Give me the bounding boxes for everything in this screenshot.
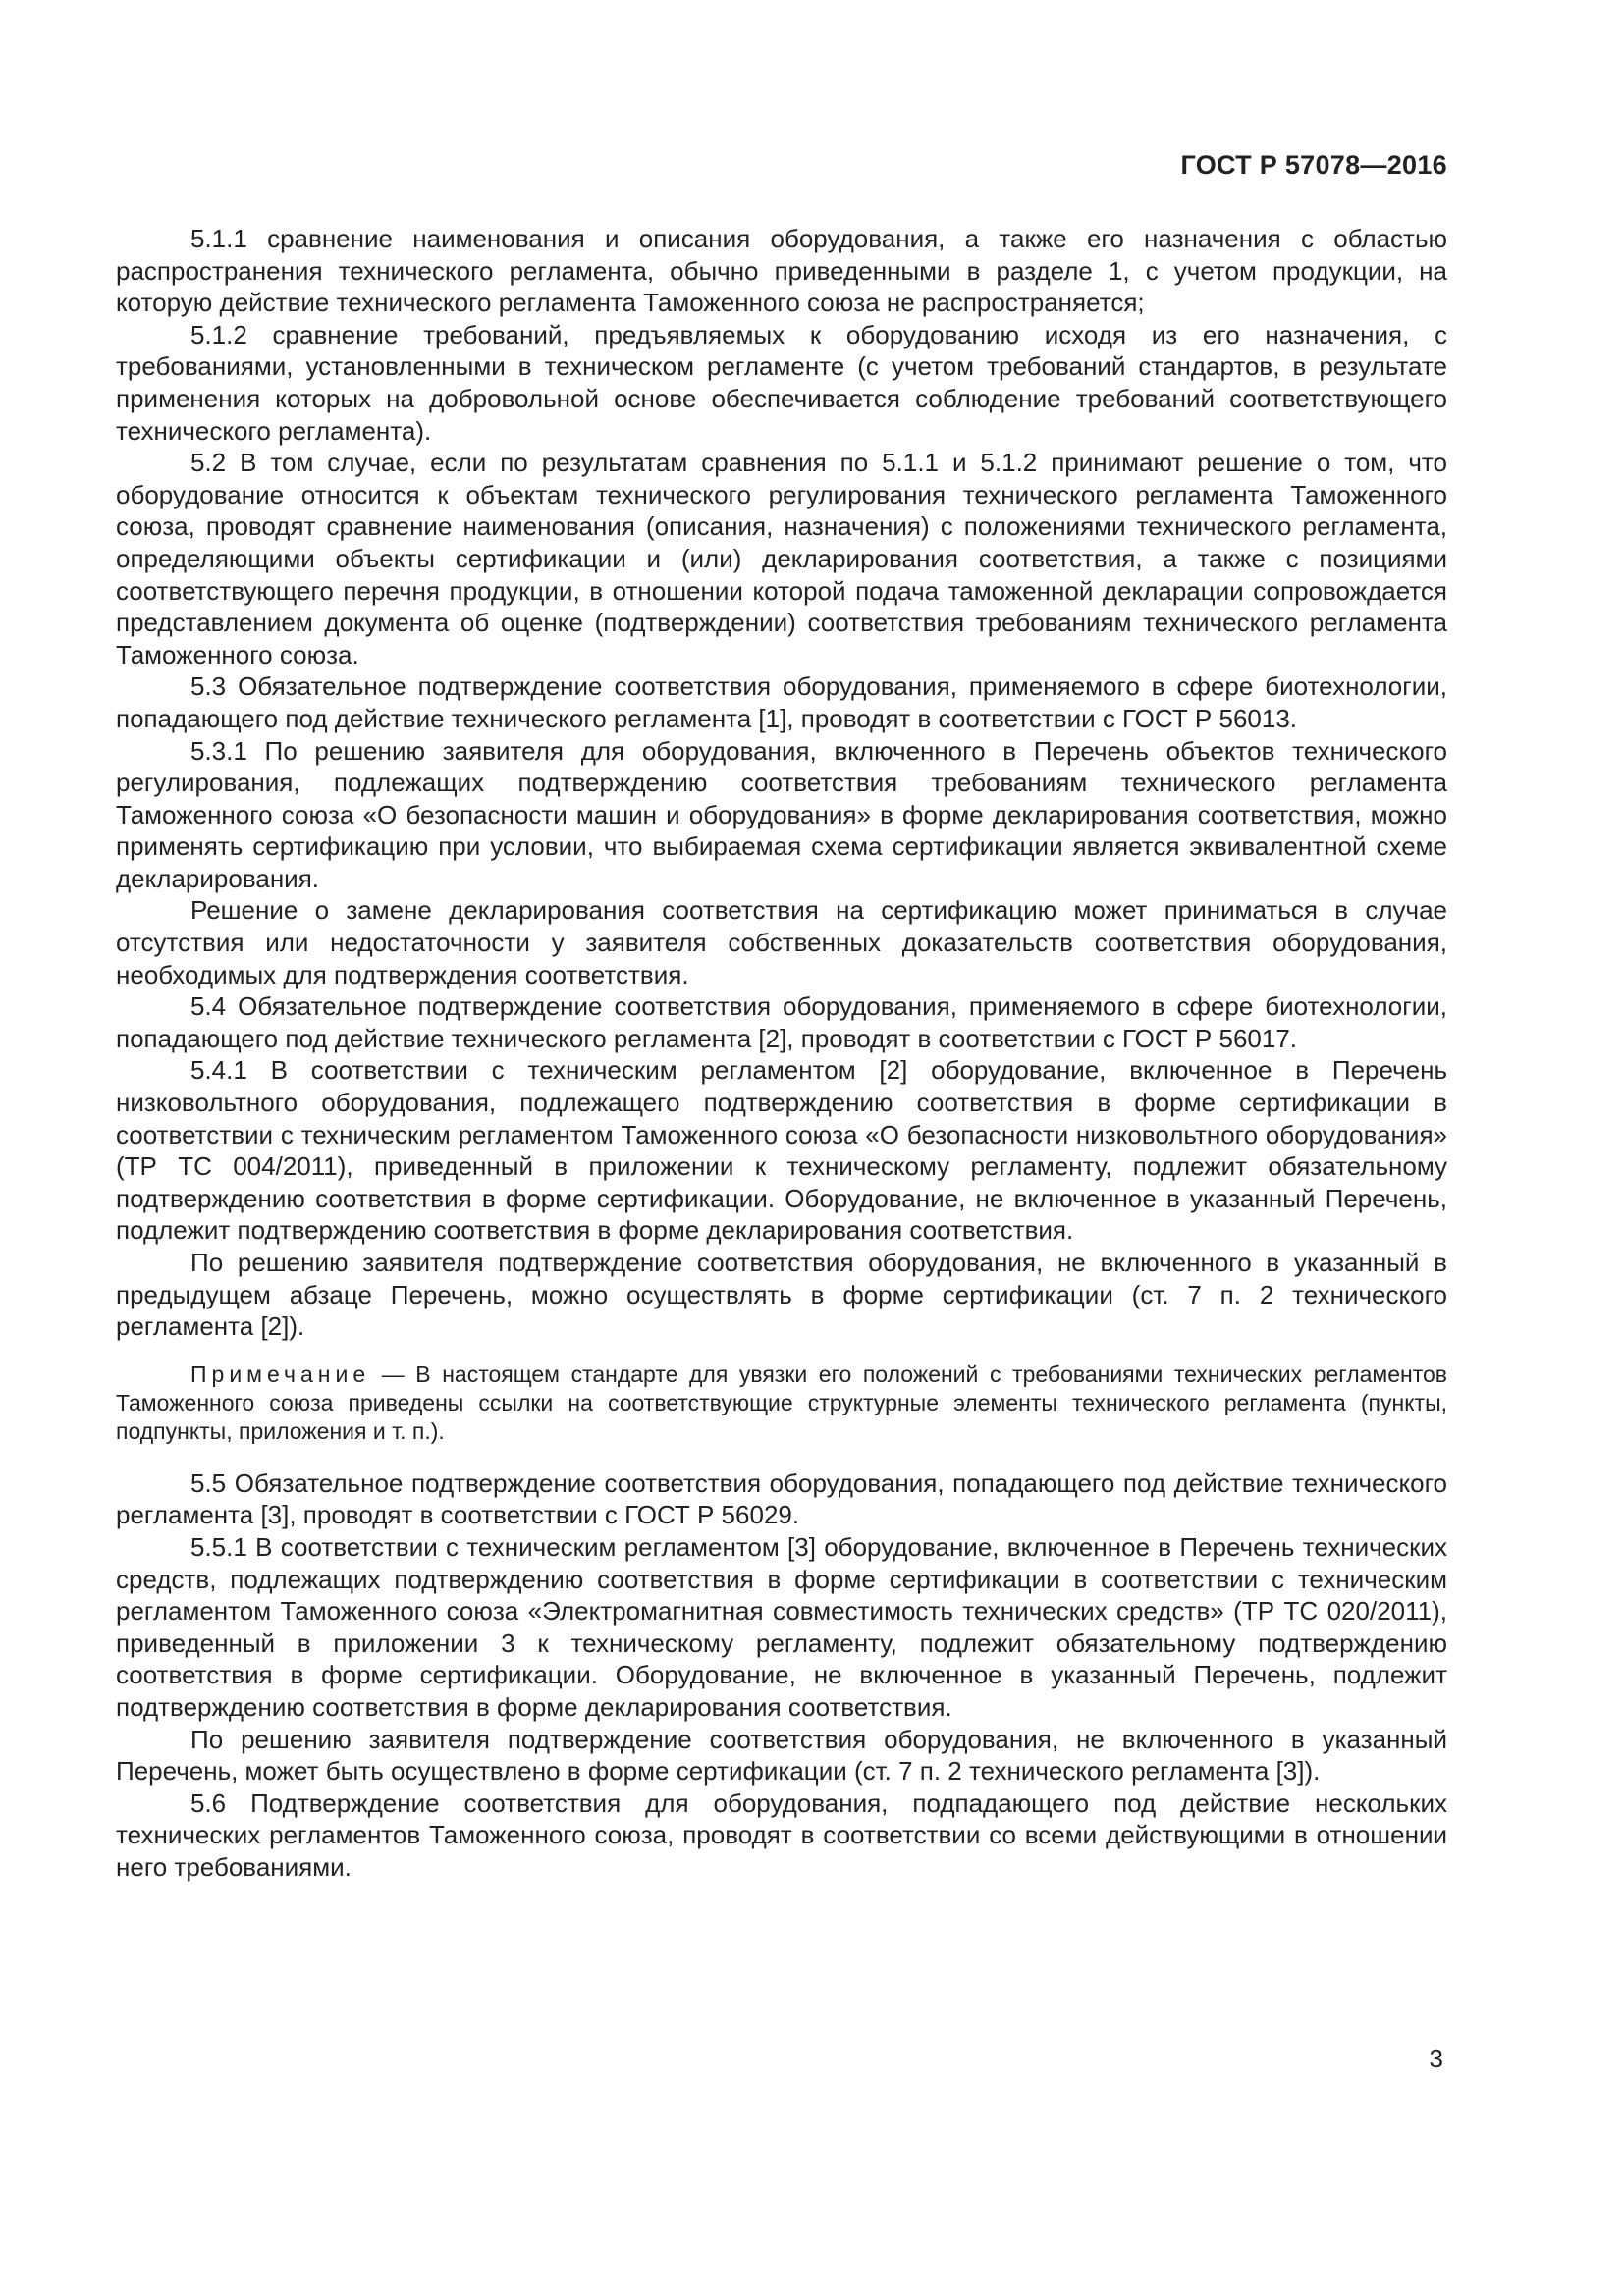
document-body xyxy=(116,223,1447,1884)
paragraph-5-3: 5.3 Обязательное подтверждение соответствия оборудования, применяемого в сфере биотехнологии, попадающего под действие технического регламента [1], проводят в соответствии с ГОСТ Р 56013. xyxy=(116,671,1447,733)
document-id-header: ГОСТ Р 57078—2016 xyxy=(1180,150,1447,180)
paragraph-5-1-1: 5.1.1 сравнение наименования и описания оборудования, а также его назначения с областью распространения технического регламента, обычно приведенными в разделе 1, с учетом продукции, на которую действие технического регламента Таможенного союза не распространяется; xyxy=(116,224,1447,318)
note-label: Примечание xyxy=(190,1361,371,1387)
paragraph-5-4: 5.4 Обязательное подтверждение соответствия оборудования, применяемого в сфере биотехнологии, попадающего под действие технического регламента [2], проводят в соответствии с ГОСТ Р 56017. xyxy=(116,991,1447,1053)
paragraph-5-5-1: 5.5.1 В соответствии с техническим регламентом [3] оборудование, включенное в Перечень технических средств, подлежащих подтверждению соответствия в форме сертификации в соответствии с техническим регламентом Таможенного союза «Электромагнитная совместимость технических средств» (ТР ТС 020/2011), приведенный в приложении 3 к техническому регламенту, подлежит обязательному подтверждению соответствия в форме сертификации. Оборудование, не включенное в указанный Перечень, подлежит подтверждению соответствия в форме декларирования соответствия. xyxy=(116,1531,1447,1722)
paragraph-5-5: 5.5 Обязательное подтверждение соответствия оборудования, попадающего под действие технического регламента [3], проводят в соответствии с ГОСТ Р 56029. xyxy=(116,1468,1447,1530)
note-text: — В настоящем стандарте для увязки его положений с требованиями технических регламентов Таможенного союза приведены ссылки на соответствующие структурные элементы технического регламента (пункты, подпункты, приложения и т. п.). xyxy=(116,1361,1447,1444)
paragraph-applicant-decision-3: По решению заявителя подтверждение соответствия оборудования, не включенного в указанный Перечень, может быть осуществлено в форме сертификации (ст. 7 п. 2 технического регламента [3]). xyxy=(116,1724,1447,1787)
paragraph-5-1-2: 5.1.2 сравнение требований, предъявляемых к оборудованию исходя из его назначения, с требованиями, установленными в техническом регламенте (с учетом требований стандартов, в результате применения которых на добровольной основе обеспечивается соблюдение требований соответствующего технического регламента). xyxy=(116,319,1447,446)
paragraph-5-6: 5.6 Подтверждение соответствия для оборудования, подпадающего под действие нескольких технических регламентов Таможенного союза, проводят в соответствии со всеми действующими в отношении него требованиями. xyxy=(116,1788,1447,1882)
note-block xyxy=(116,1361,1447,1446)
paragraph-5-3-1: 5.3.1 По решению заявителя для оборудования, включенного в Перечень объектов технического регулирования, подлежащих подтверждению соответствия требованиям технического регламента Таможенного союза «О безопасности машин и оборудования» в форме декларирования соответствия, можно применять сертификацию при условии, что выбираемая схема сертификации является эквивалентной схеме декларирования. xyxy=(116,735,1447,893)
page-number: 3 xyxy=(1429,2044,1443,2073)
paragraph-5-2: 5.2 В том случае, если по результатам сравнения по 5.1.1 и 5.1.2 принимают решение о том, что оборудование относится к объектам технического регулирования технического регламента Таможенного союза, проводят сравнение наименования (описания, назначения) с положениями технического регламента, определяющими объекты сертификации и (или) декларирования соответствия, а также с позициями соответствующего перечня продукции, в отношении которой подача таможенной декларации сопровождается представлением документа об оценке (подтверждении) соответствия требованиям технического регламента Таможенного союза. xyxy=(116,448,1447,669)
paragraph-5-4-1: 5.4.1 В соответствии с техническим регламентом [2] оборудование, включенное в Перечень низковольтного оборудования, подлежащего подтверждению соответствия в форме сертификации в соответствии с техническим регламентом Таможенного союза «О безопасности низковольтного оборудования» (ТР ТС 004/2011), приведенный в приложении к техническому регламенту, подлежит обязательному подтверждению соответствия в форме сертификации. Оборудование, не включенное в указанный Перечень, подлежит подтверждению соответствия в форме декларирования соответствия. xyxy=(116,1055,1447,1246)
paragraph-declaration-replacement: Решение о замене декларирования соответствия на сертификацию может приниматься в случае отсутствия или недостаточности у заявителя собственных доказательств соответствия оборудования, необходимых для подтверждения соответствия. xyxy=(116,895,1447,989)
paragraph-applicant-decision-2: По решению заявителя подтверждение соответствия оборудования, не включенного в указанный в предыдущем абзаце Перечень, можно осуществлять в форме сертификации (ст. 7 п. 2 технического регламента [2]). xyxy=(116,1248,1447,1342)
